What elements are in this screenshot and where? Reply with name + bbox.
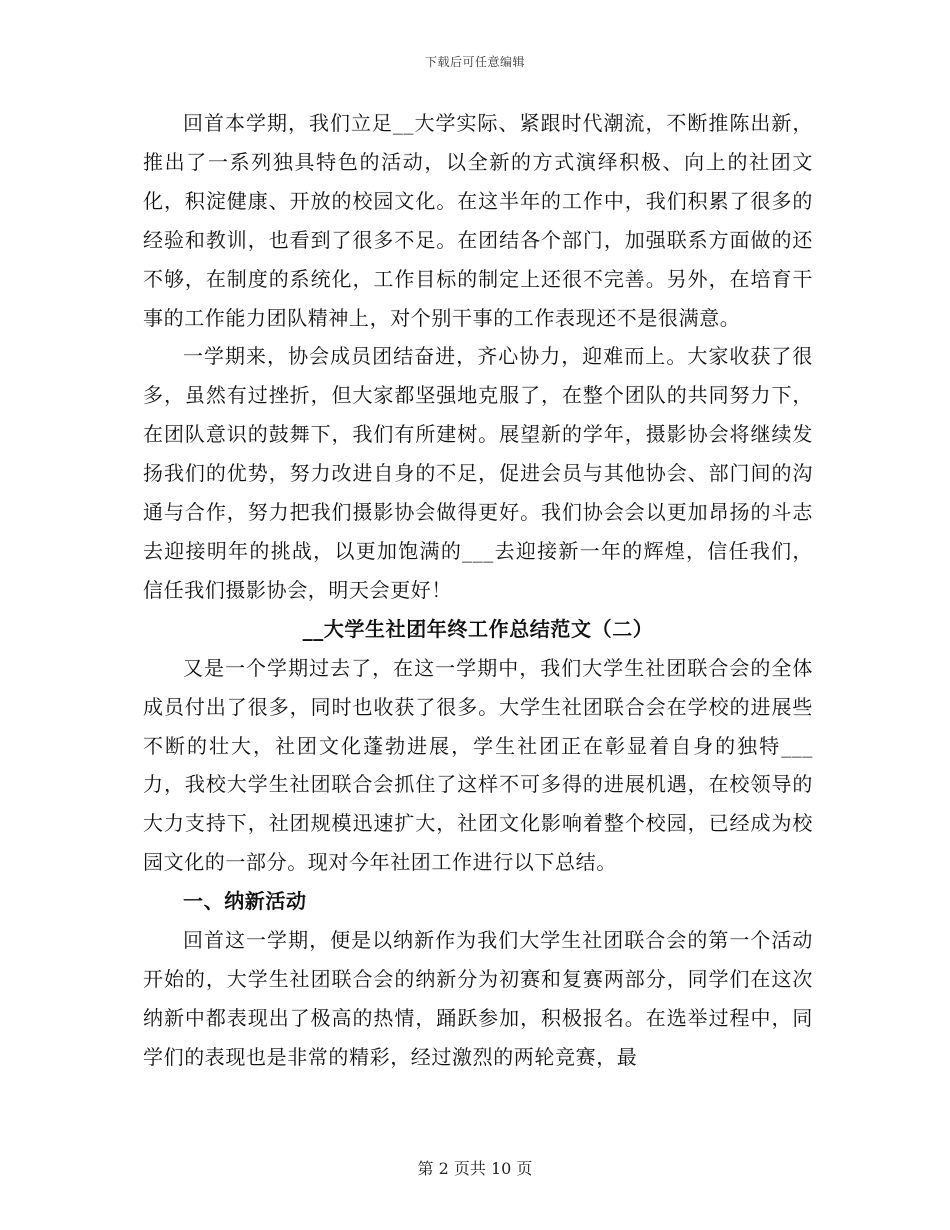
paragraph-outlook: 一学期来，协会成员团结奋进，齐心协力，迎难而上。大家收获了很多，虽然有过挫折，但大家都坚强地克服了，在整个团队的共同努力下，在团队意识的鼓舞下，我们有所建树。展望新的学年，摄影协会将继续发扬我们的优势，努力改进自身的不足，促进会员与其他协会、部门间的沟通与合作，努力把我们摄影协会做得更好。我们协会会以更加昂扬的斗志去迎接明年的挑战，以更加饱满的___去迎接新一年的辉煌，信任我们，信任我们摄影协会，明天会更好！ xyxy=(143,344,813,602)
page-footer: 第 2 页共 10 页 xyxy=(417,1159,533,1178)
page-header: 下载后可任意编辑 xyxy=(424,55,525,69)
paragraph-intro: 又是一个学期过去了，在这一学期中，我们大学生社团联合会的全体成员付出了很多，同时也收获了很多。大学生社团联合会在学校的进展些不断的壮大，社团文化蓬勃进展，学生社团正在彰显着自身的独特___力，我校大学生社团联合会抓住了这样不可多得的进展机遇，在校领导的大力支持下，社团规模迅速扩大，社团文化影响着整个校园，已经成为校园文化的一部分。现对今年社团工作进行以下总结。 xyxy=(143,655,813,875)
paragraph-recruitment: 回首这一学期，便是以纳新作为我们大学生社团联合会的第一个活动开始的，大学生社团联合会的纳新分为初赛和复赛两部分，同学们在这次纳新中都表现出了极高的热情，踊跃参加，积极报名。在选举过程中，同学们的表现也是非常的精彩，经过激烈的两轮竞赛，最 xyxy=(143,928,813,1069)
section-heading-recruitment: 一、纳新活动 xyxy=(183,889,307,914)
paragraph-review: 回首本学期，我们立足__大学实际、紧跟时代潮流，不断推陈出新，推出了一系列独具特色的活动，以全新的方式演绎积极、向上的社团文化，积淀健康、开放的校园文化。在这半年的工作中，我们积累了很多的经验和教训，也看到了很多不足。在团结各个部门，加强联系方面做的还不够，在制度的系统化，工作目标的制定上还很不完善。另外，在培育干事的工作能力团队精神上，对个别干事的工作表现还不是很满意。 xyxy=(143,111,813,330)
document-body xyxy=(143,104,813,1077)
section-title: __大学生社团年终工作总结范文（二） xyxy=(302,616,654,641)
